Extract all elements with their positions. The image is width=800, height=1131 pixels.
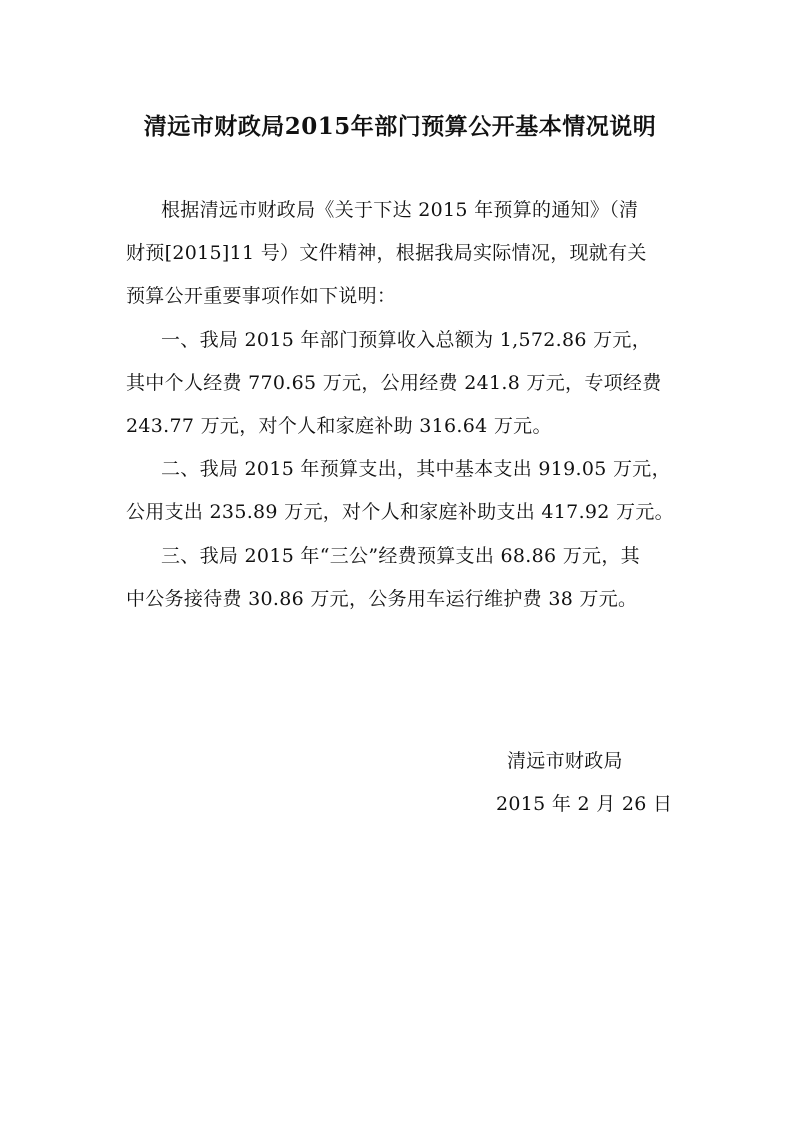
signature-organization: 清远市财政局: [507, 750, 623, 772]
paragraph-2-line-1: 一、我局 2015 年部门预算收入总额为 1,572.86 万元，: [161, 329, 652, 351]
paragraph-2-line-3: 243.77 万元，对个人和家庭补助 316.64 万元。: [126, 415, 552, 437]
paragraph-1-line-3: 预算公开重要事项作如下说明：: [126, 285, 397, 307]
paragraph-3-line-1: 二、我局 2015 年预算支出，其中基本支出 919.05 万元，: [161, 458, 671, 480]
paragraph-4-line-2: 中公务接待费 30.86 万元，公务用车运行维护费 38 万元。: [126, 588, 638, 610]
paragraph-4-line-1: 三、我局 2015 年“三公”经费预算支出 68.86 万元，其: [161, 545, 640, 567]
document-title: 清远市财政局2015年部门预算公开基本情况说明: [143, 113, 657, 140]
paragraph-1-line-1: 根据清远市财政局《关于下达 2015 年预算的通知》（清: [161, 199, 639, 221]
paragraph-1-line-2: 财预[2015]11 号）文件精神，根据我局实际情况，现就有关: [126, 242, 647, 264]
signature-date: 2015 年 2 月 26 日: [496, 793, 673, 815]
paragraph-3-line-2: 公用支出 235.89 万元，对个人和家庭补助支出 417.92 万元。: [126, 501, 674, 523]
paragraph-2-line-2: 其中个人经费 770.65 万元，公用经费 241.8 万元，专项经费: [126, 372, 662, 394]
